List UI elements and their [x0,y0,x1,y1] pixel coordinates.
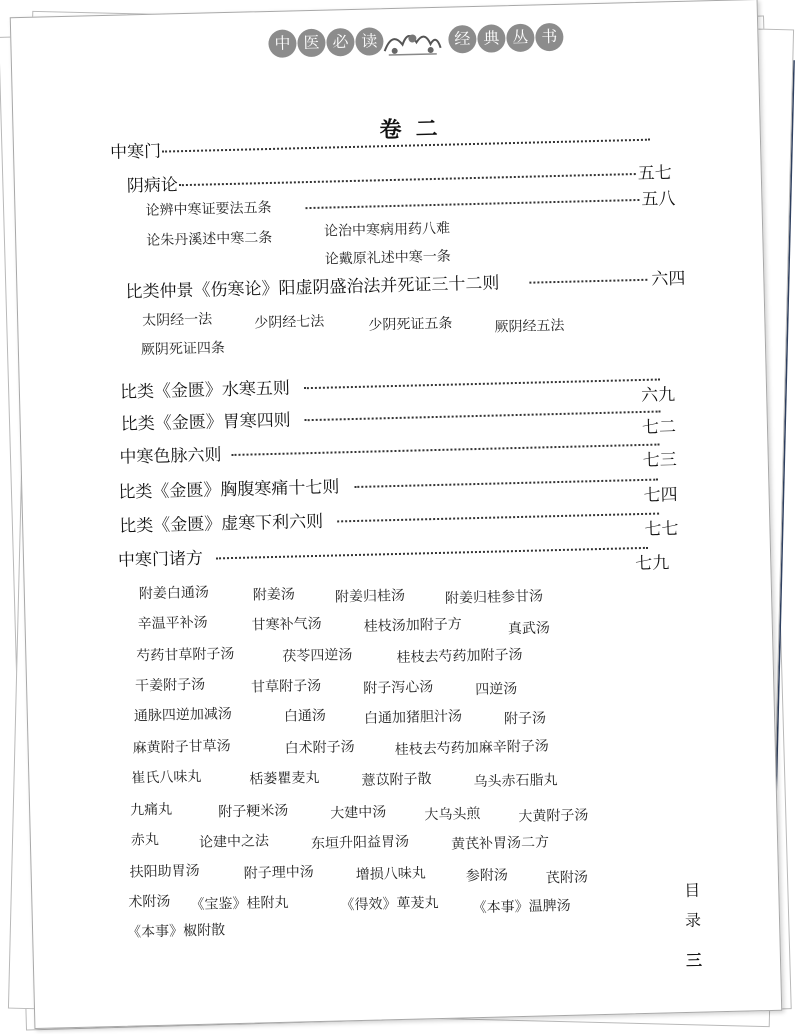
toc-subitem: 桂枝去芍药加附子汤 [396,646,523,667]
series-badge: 书 [535,23,564,52]
toc-subitem: 太阴经一法 [142,311,213,330]
toc-subitem: 麻黄附子甘草汤 [132,738,231,757]
leader-dots [337,499,659,523]
toc-subitem: 参附汤 [465,867,509,885]
leader-dots [354,465,658,488]
series-badge: 医 [297,29,326,58]
series-header [266,19,558,64]
toc-subitem: 术附汤 [128,893,171,911]
toc-subitem: 芪附汤 [545,869,589,887]
toc-subitem: 附子汤 [503,710,547,728]
toc-page-number: 七三 [642,450,678,471]
toc-subitem: 东垣升阳益胃汤 [310,833,410,853]
decorative-ornament-icon [380,24,445,60]
leader-dots [304,365,660,390]
leader-dots [231,430,659,456]
page-number: 三 [685,950,703,971]
leader-dots [179,159,636,186]
toc-page-number: 五八 [641,189,676,210]
document-page [10,0,783,1029]
toc-subitem: 通脉四逆加减汤 [133,706,233,725]
toc-entry-title: 比类《金匮》虚寒下利六则 [118,511,324,537]
toc-entry-title: 中寒门诸方 [117,548,204,571]
toc-subitem: 附姜归桂参甘汤 [444,588,544,607]
toc-subitem: 白通加猪胆汁汤 [363,708,463,727]
toc-subitem: 论辨中寒证要法五条 [145,199,272,220]
toc-page-number: 六九 [640,385,676,406]
toc-subitem: 白术附子汤 [284,739,355,757]
toc-subitem: 论朱丹溪述中寒二条 [146,229,273,250]
toc-page-number: 七二 [641,417,677,438]
toc-subitem: 桂枝去芍药加麻辛附子汤 [394,738,549,759]
toc-subitem: 论建中之法 [198,833,270,851]
toc-subitem: 厥阴死证四条 [140,340,226,359]
toc-page-number: 六四 [651,268,686,290]
toc-subitem: 黄芪补胃汤二方 [450,834,550,853]
toc-subitem: 真武汤 [507,620,551,638]
toc-subitem: 增损八味丸 [355,865,426,884]
toc-subitem: 厥阴经五法 [494,317,565,336]
series-badge: 必 [326,28,355,57]
toc-subitem: 桂枝汤加附子方 [363,616,462,635]
toc-subitem: 《宝鉴》桂附丸 [190,894,289,914]
toc-subitem: 少阴死证五条 [368,315,453,334]
series-badge: 丛 [506,23,535,52]
toc-subitem: 甘寒补气汤 [251,615,322,634]
toc-entry [118,465,658,503]
toc-subitem: 少阴经七法 [254,313,325,332]
toc-subitem: 大乌头煎 [424,806,481,824]
series-badge: 典 [477,24,506,53]
toc-entry-title: 比类《金匮》胸腹寒痛十七则 [118,477,340,503]
toc-subitem: 扶阳助胃汤 [129,862,200,881]
toc-subitem: 九痛丸 [129,801,173,819]
volume-title: 卷二 [379,115,452,144]
toc-subitem: 四逆汤 [475,681,518,699]
toc-subitem: 崔氏八味丸 [131,768,202,787]
toc-subitem: 附子泻心汤 [363,679,434,697]
toc-subitem: 附姜白通汤 [138,584,210,603]
side-label: 录 [684,910,702,931]
toc-entry-title: 阴病论 [126,175,179,197]
toc-subitem: 甘草附子汤 [251,677,322,696]
toc-entry-title: 比类《金匮》胃寒四则 [120,410,291,435]
toc-entry-title: 比类《金匮》水寒五则 [119,378,291,403]
series-badge: 读 [355,27,384,56]
leader-dots [216,533,648,560]
toc-page-number: 七七 [644,519,679,540]
leader-dots [304,397,660,422]
toc-page-number: 七九 [635,553,670,575]
toc-subitem: 附姜汤 [252,586,296,604]
toc-subitem: 《得效》萆茇丸 [340,895,439,914]
toc-entry [126,158,672,197]
toc-subitem: 附子粳米汤 [218,802,289,821]
toc-subitem: 《本事》温脾汤 [472,897,571,917]
toc-entry-title: 中寒门 [109,141,162,163]
toc-subitem: 辛温平补汤 [137,614,208,633]
toc-subitem: 附姜归桂汤 [334,587,406,606]
toc-subitem: 大黄附子汤 [518,807,589,826]
toc-subitem: 茯苓四逆汤 [282,647,353,665]
toc-entry [305,184,676,210]
toc-subitem: 论戴原礼述中寒一条 [324,248,451,268]
toc-subitem: 白通汤 [283,707,327,725]
leader-dots [529,265,647,284]
toc-entry [119,365,660,403]
toc-subitem: 乌头赤石脂丸 [473,772,558,791]
series-badge: 经 [448,25,477,54]
toc-entry-title: 比类仲景《伤寒论》阳虚阴盛治法并死证三十二则 [125,273,500,303]
series-badge: 中 [268,29,297,58]
toc-subitem: 赤丸 [130,831,160,849]
toc-page-number: 五七 [637,163,672,184]
toc-subitem: 薏苡附子散 [361,771,432,789]
toc-page-number: 七四 [643,485,678,506]
toc-subitem: 大建中汤 [330,804,387,822]
leader-dots [305,185,639,209]
toc-subitem: 芍药甘草附子汤 [136,645,235,665]
toc-subitem: 论治中寒病用药八难 [323,220,451,240]
toc-subitem: 《本事》椒附散 [126,922,226,941]
toc-subitem: 附子理中汤 [243,864,314,882]
toc-subitem: 干姜附子汤 [134,676,206,695]
toc-entry-title: 中寒色脉六则 [119,445,222,468]
side-label: 目 [684,880,701,901]
toc-subitem: 栝蒌瞿麦丸 [249,769,320,788]
